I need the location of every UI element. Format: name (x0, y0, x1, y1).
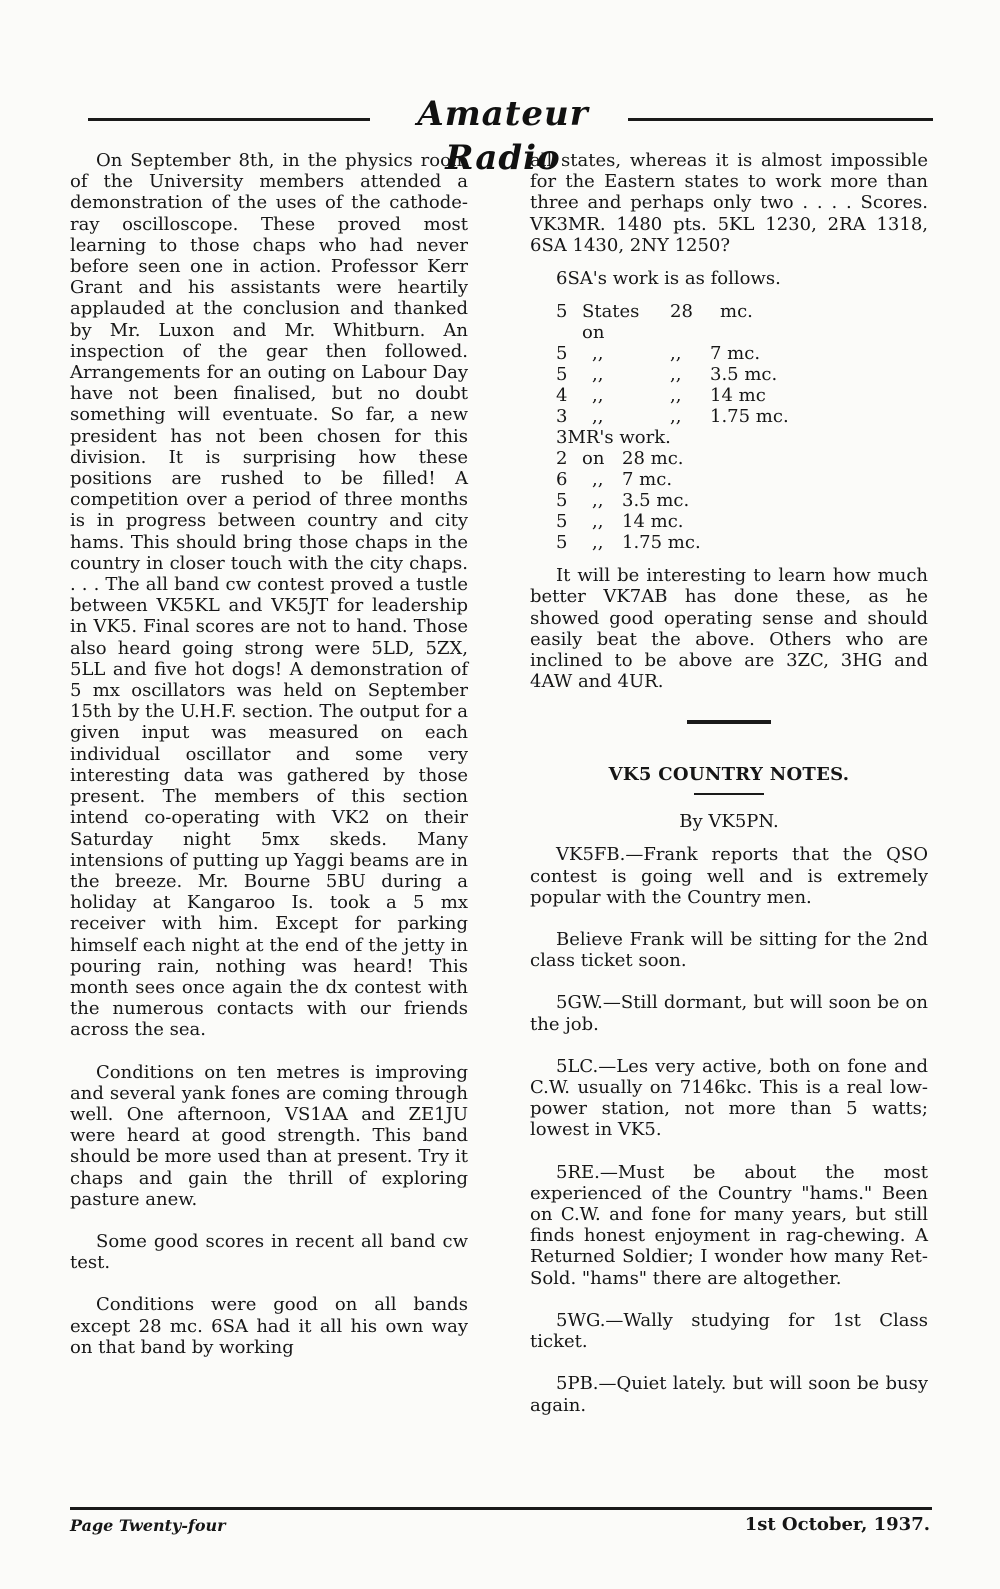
paragraph: Some good scores in recent all band cw test. (70, 1230, 468, 1274)
table-row: 4 ,, ,, 14 mc (556, 385, 766, 407)
paragraph: Conditions were good on all bands except 28 mc. 6SA had it all his own way on that band by working (70, 1294, 468, 1358)
title-underline (694, 793, 764, 795)
paragraph: Conditions on ten metres is improving and several yank fones are coming through well. One afternoon, VS1AA and ZE1JU were heard at good strength. This band should be more used than at present. Try it chaps and gain the thrill of exploring pasture anew. (70, 1061, 468, 1210)
table-row: 2 on 28 mc. (556, 448, 684, 470)
work-table-6sa (556, 301, 928, 427)
paragraph: It will be interesting to learn how much better VK7AB has done these, as he showed good operating sense and should easily beat the above. Others who are inclined to be above are 3ZC, 3HG and 4AW and 4UR. (530, 565, 928, 693)
issue-date: 1st October, 1937. (744, 1514, 930, 1535)
note-paragraph: Believe Frank will be sitting for the 2nd class ticket soon. (530, 929, 928, 972)
note-paragraph: 5RE.—Must be about the most experienced of the Country "hams." Been on C.W. and fone for many years, but still finds honest enjoyment in rag-chewing. A Returned Soldier; I wonder how many Ret-Sold. "hams" there are altogether. (530, 1161, 928, 1289)
header-rule-left (88, 118, 370, 121)
work-heading-3mr: 3MR's work. (556, 427, 671, 449)
masthead-header (88, 92, 933, 178)
work-table-3mr (556, 427, 928, 553)
table-row: 5 ,, 14 mc. (556, 511, 684, 533)
table-row: 6 ,, 7 mc. (556, 469, 673, 491)
masthead-title: Amateur Radio (417, 94, 589, 178)
table-row: 5 ,, ,, 7 mc. (556, 343, 761, 365)
note-paragraph: 5PB.—Quiet lately. but will soon be busy again. (530, 1373, 928, 1416)
table-row: 5 ,, 1.75 mc. (556, 532, 701, 554)
note-paragraph: 5LC.—Les very active, both on fone and C.W. usually on 7146kc. This is a real low-power station, not more than 5 watts; lowest in VK5. (530, 1055, 928, 1141)
paragraph: all states, whereas it is almost impossible for the Eastern states to work more than three and perhaps only two . . . . Scores. VK3MR. 1480 pts. 5KL 1230, 2RA 1318, 6SA 1430, 2NY 1250? (530, 150, 928, 256)
note-paragraph: 5WG.—Wally studying for 1st Class ticket. (530, 1309, 928, 1353)
header-rule-right (628, 118, 933, 121)
footer-rule (70, 1507, 932, 1510)
byline: By VK5PN. (679, 811, 779, 833)
right-column (530, 150, 928, 1416)
section-divider (687, 720, 771, 724)
paragraph: On September 8th, in the physics room of the University members attended a demonstration of the uses of the cathode-ray oscilloscope. These proved most learning to those chaps who had never before seen one in action. Professor Kerr Grant and his assistants were heartily applauded at the conclusion and thanked by Mr. Luxon and Mr. Whitburn. An inspection of the gear then followed. Arrangements for an outing on Labour Day have not been finalised, but no doubt something will eventuate. So far, a new president has not been chosen for this division. It is surprising how these positions are rushed to be filled! A competition over a period of three months is in progress between country and city hams. This should bring those chaps in the country in closer touch with the city chaps. . . . The all band cw contest proved a tustle between VK5KL and VK5JT for leadership in VK5. Final scores are not to hand. Those also heard going strong were 5LD, 5ZX, 5LL and five hot dogs! A demonstration of 5 mx oscillators was held on September 15th by the U.H.F. section. The output for a given input was measured on each individual oscillator and some very interesting data was gathered by those present. The members of this section intend co-operating with VK2 on their Saturday night 5mx skeds. Many intensions of putting up Yaggi beams are in the breeze. Mr. Bourne 5BU during a holiday at Kangaroo Is. took a 5 mx receiver with him. Except for parking himself each night at the end of the jetty in pouring rain, nothing was heard! This month sees once again the dx contest with the numerous contacts with our friends across the sea. (70, 150, 468, 1041)
table-row: 5 States on 28 mc. (556, 301, 753, 344)
table-row: 5 ,, 3.5 mc. (556, 490, 690, 512)
note-paragraph: VK5FB.—Frank reports that the QSO contest is going well and is extremely popular with the Country men. (530, 844, 928, 908)
table-row: 5 ,, ,, 3.5 mc. (556, 364, 778, 386)
note-paragraph: 5GW.—Still dormant, but will soon be on the job. (530, 992, 928, 1035)
page-number: Page Twenty-four (70, 1516, 226, 1535)
section-title: VK5 COUNTRY NOTES. (608, 764, 850, 786)
table-row: 3 ,, ,, 1.75 mc. (556, 406, 789, 428)
work-heading-6sa: 6SA's work is as follows. (556, 268, 781, 290)
left-column (70, 150, 468, 1358)
